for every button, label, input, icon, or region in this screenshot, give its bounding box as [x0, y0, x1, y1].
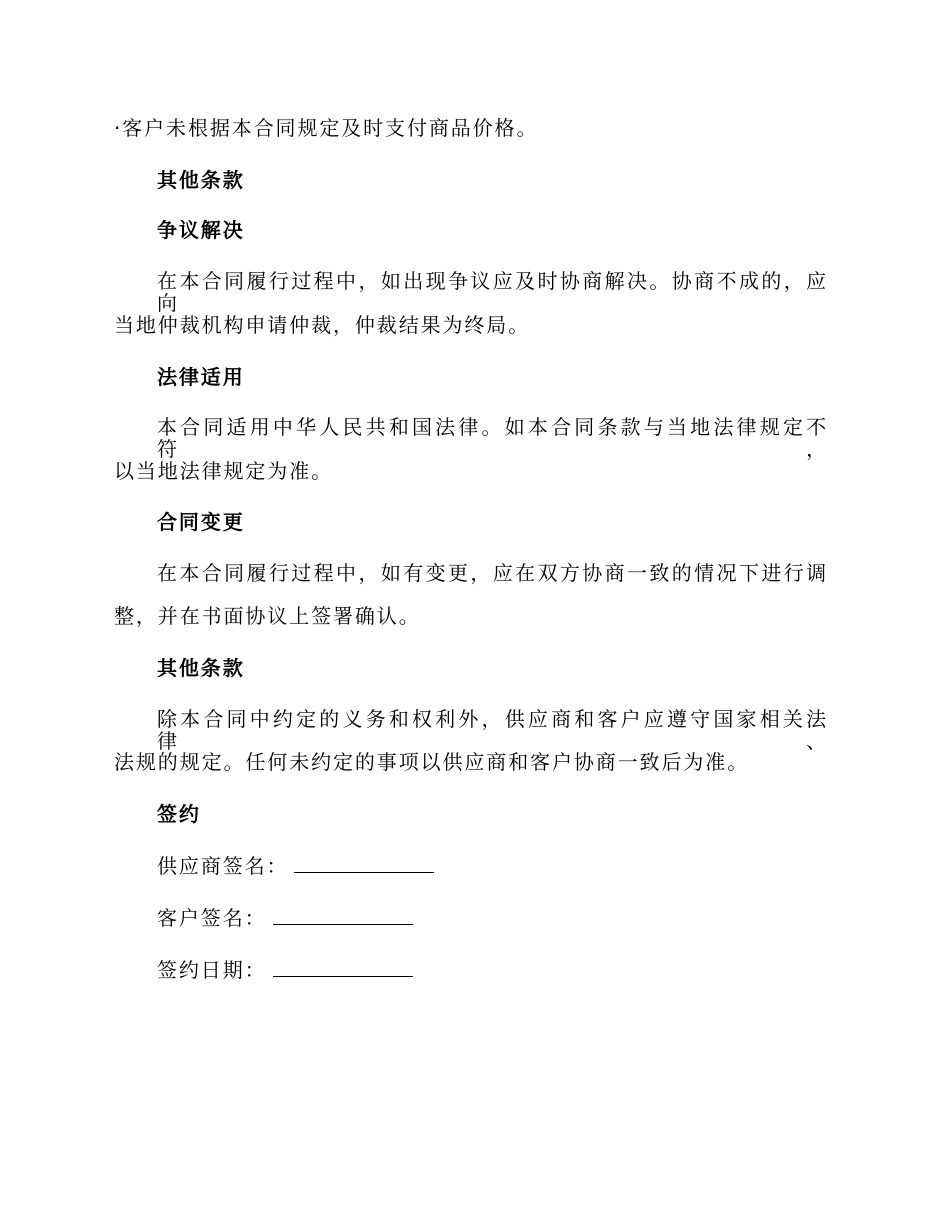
customer-signature-label: 客户签名：: [157, 906, 267, 930]
other-terms-paragraph-line-1: 除本合同中约定的义务和权利外，供应商和客户应遵守国家相关法律、: [157, 707, 828, 753]
signing-date-blank[interactable]: [273, 958, 413, 977]
heading-applicable-law: 法律适用: [157, 365, 245, 389]
dispute-paragraph-line-2: 当地仲裁机构申请仲裁，仲裁结果为终局。: [114, 313, 531, 337]
change-paragraph-line-1: 在本合同履行过程中，如有变更，应在双方协商一致的情况下进行调: [157, 561, 828, 585]
customer-signature-blank[interactable]: [273, 906, 413, 925]
other-terms-paragraph-line-2: 法规的规定。任何未约定的事项以供应商和客户协商一致后为准。: [114, 750, 750, 774]
heading-other-terms-2: 其他条款: [157, 656, 245, 680]
bullet-clause: ·客户未根据本合同规定及时支付商品价格。: [114, 116, 539, 140]
signing-date-label: 签约日期：: [157, 958, 267, 982]
law-paragraph-line-1: 本合同适用中华人民共和国法律。如本合同条款与当地法律规定不符，: [157, 415, 828, 461]
law-paragraph-line-2: 以当地法律规定为准。: [114, 459, 333, 483]
heading-signing: 签约: [157, 802, 201, 826]
customer-signature-row: [157, 906, 877, 929]
heading-other-terms: 其他条款: [157, 168, 245, 192]
supplier-signature-label: 供应商签名：: [157, 854, 289, 878]
heading-dispute-resolution: 争议解决: [157, 218, 245, 242]
signing-date-row: [157, 958, 877, 981]
dispute-paragraph-line-1: 在本合同履行过程中，如出现争议应及时协商解决。协商不成的，应向: [157, 269, 828, 315]
supplier-signature-blank[interactable]: [294, 854, 434, 873]
heading-contract-change: 合同变更: [157, 510, 245, 534]
supplier-signature-row: [157, 854, 877, 877]
change-paragraph-line-2: 整，并在书面协议上签署确认。: [114, 604, 421, 628]
